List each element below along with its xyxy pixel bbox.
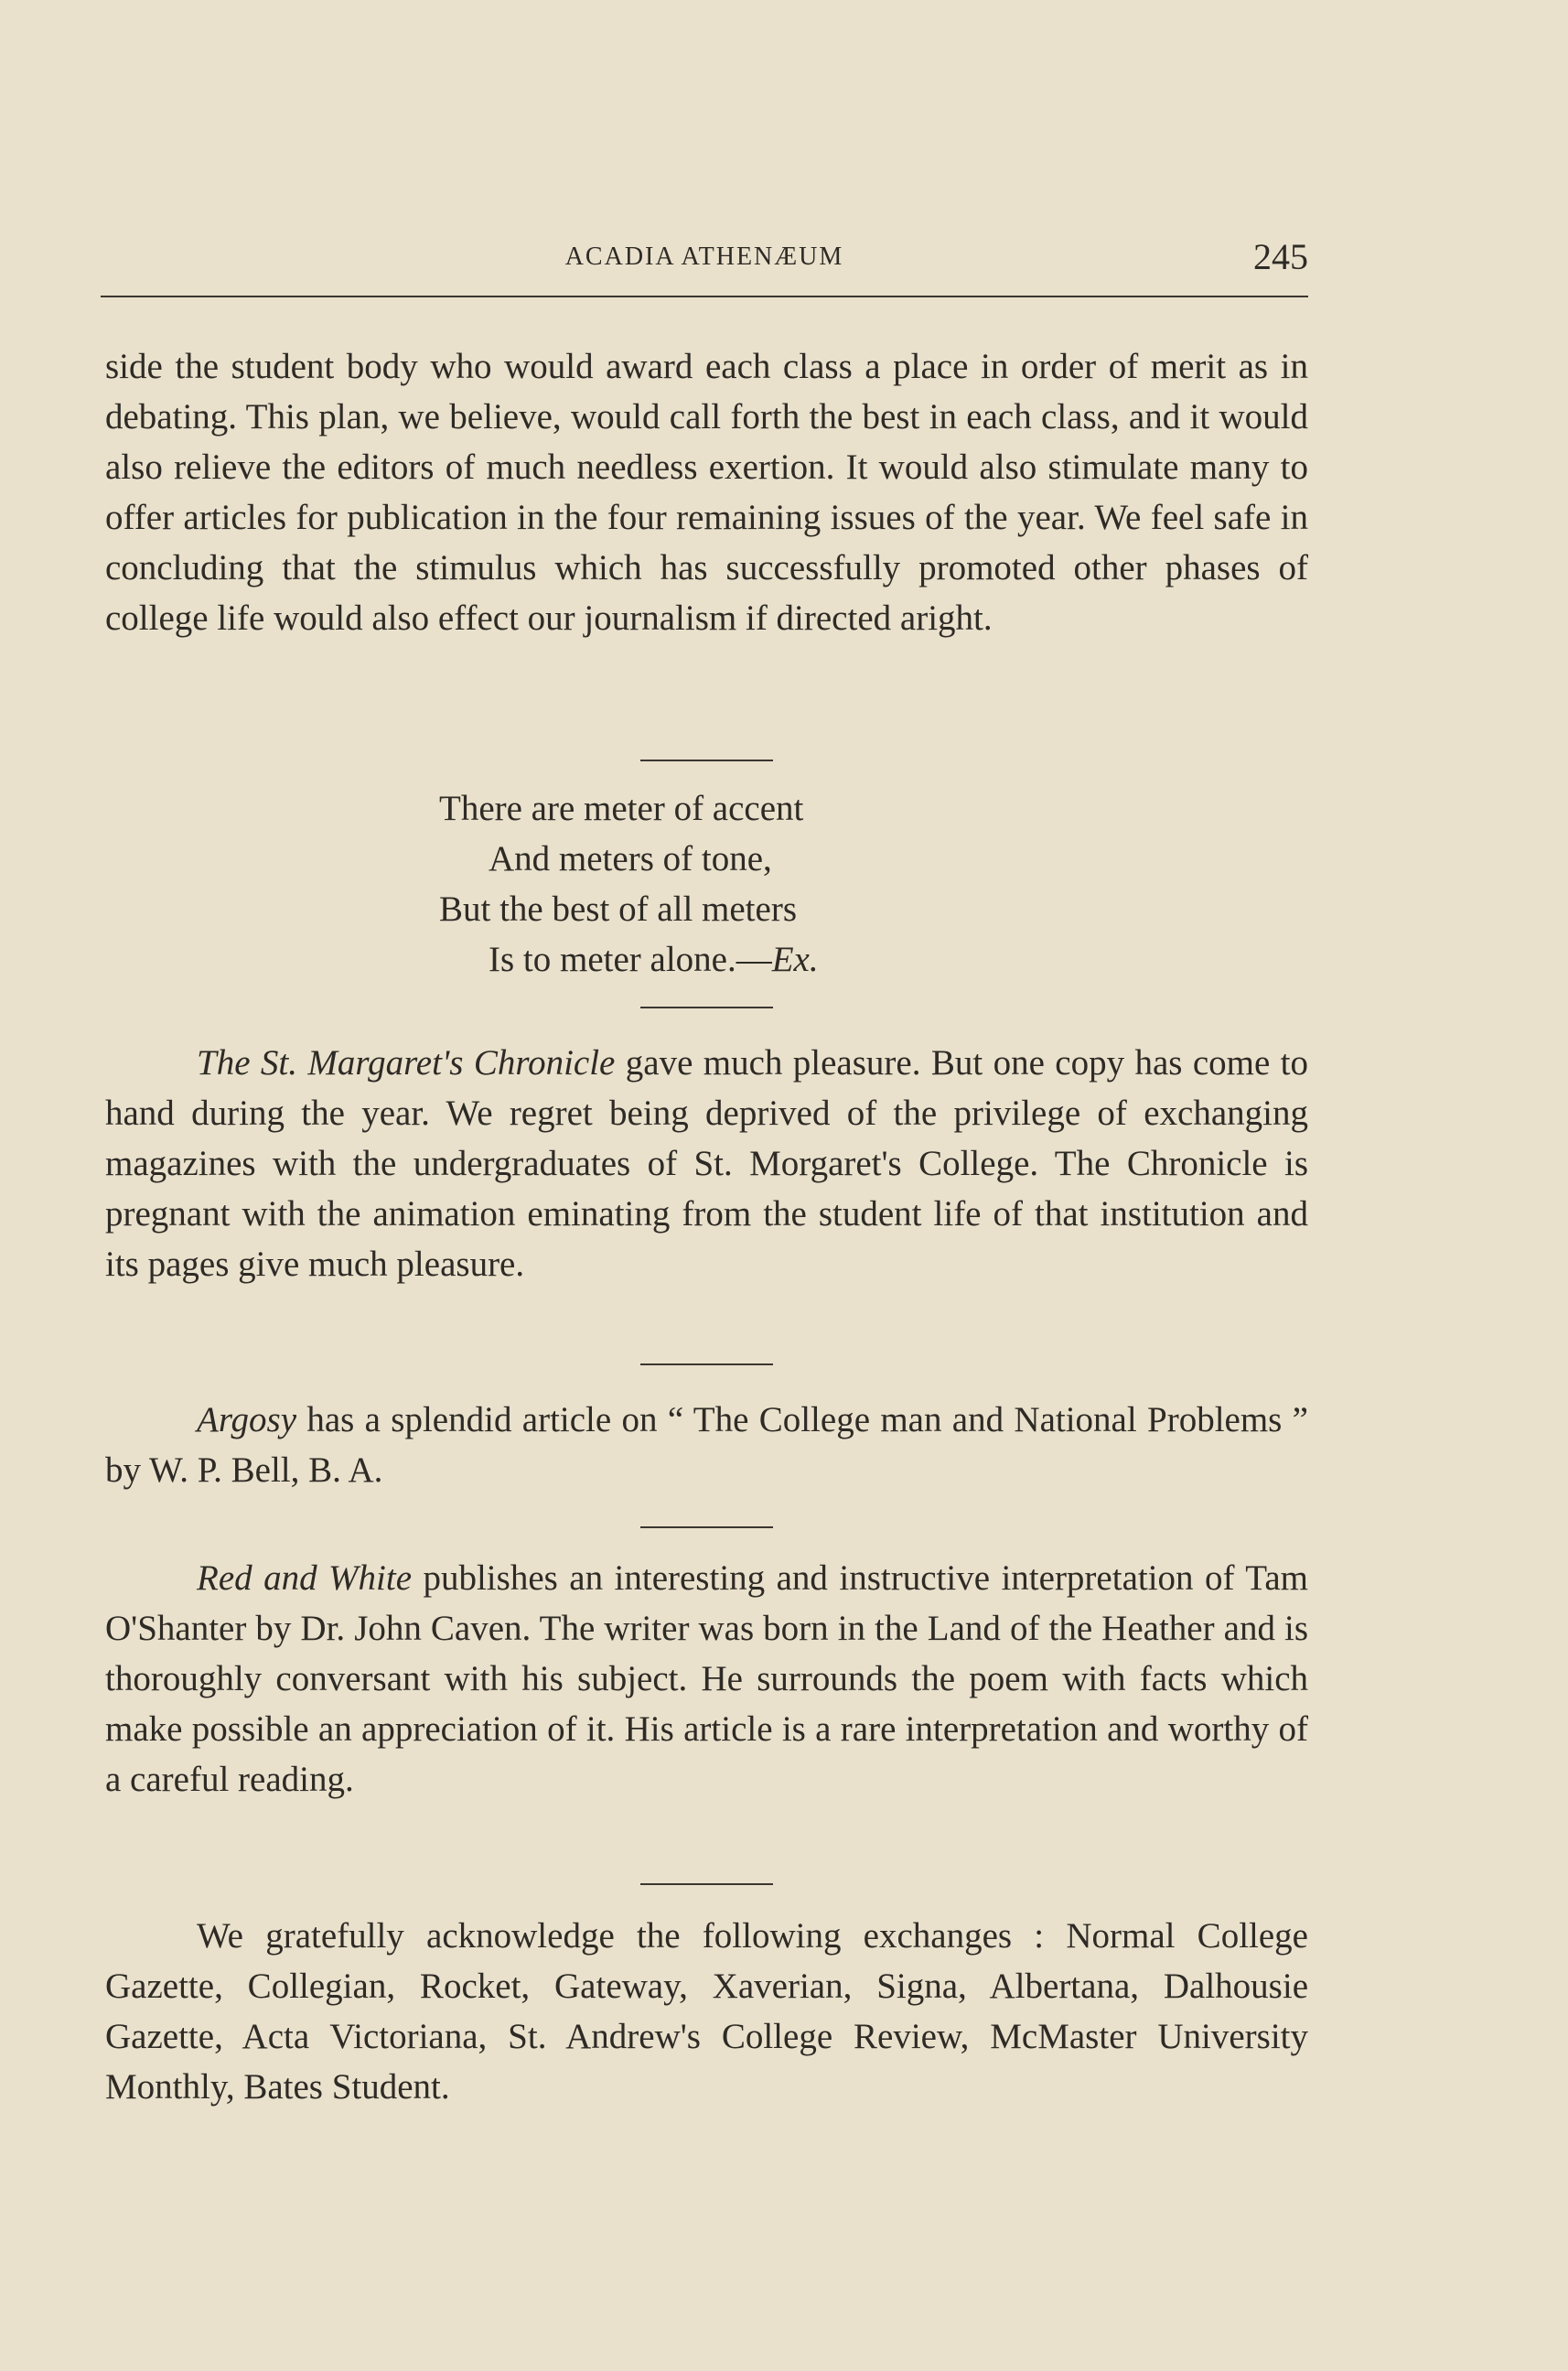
paragraph-exchanges: We gratefully acknowledge the following exchanges : Normal College Gazette, Collegian, Rocket, Gateway, Xaverian, Signa, Albertana, Dalhousie Gazette, Acta Victoriana, St. Andrew's College Review, McMaster University Monthly, Bates Student. [105, 1916, 1308, 2107]
poem-excerpt [439, 783, 1079, 985]
paragraph-red-and-white [105, 1553, 1308, 1805]
poem-source: Ex. [771, 940, 819, 979]
page-number: 245 [1253, 236, 1308, 277]
paragraph-text: publishes an interesting and instructive interpretation of Tam O'Shanter by Dr. John Caven. The writer was born in the Land of the Heather and is thoroughly conversant with his subject. He surrounds the poem with facts which make possible an appreciation of it. His article is a rare interpretation and worthy of a careful reading. [105, 1558, 1308, 1799]
section-separator [640, 760, 773, 761]
page-header [101, 233, 1308, 288]
poem-line [439, 934, 1079, 985]
running-title: ACADIA ATHENÆUM [564, 242, 844, 271]
poem-line: There are meter of accent [439, 789, 804, 828]
paragraph-text: has a splendid article on “ The College man and National Problems ” by W. P. Bell, B. A. [105, 1400, 1308, 1490]
poem-line-text: Is to meter alone.— [489, 940, 772, 979]
poem-line: But the best of all meters [439, 889, 797, 929]
section-separator [640, 1526, 773, 1528]
publication-title: Red and White [197, 1558, 413, 1598]
paragraph-argosy [105, 1395, 1308, 1495]
section-separator [640, 1883, 773, 1885]
header-rule [101, 296, 1308, 297]
paragraph-continuation: side the student body who would award each class a place in order of merit as in debating. This plan, we believe, would call forth the best in each class, and it would also relieve the editors of much needless exertion. It would also stimulate many to offer articles for publication in the four remaining issues of the year. We feel safe in concluding that the stimulus which has successfully promoted other phases of college life would also effect our journalism if directed aright. [105, 347, 1308, 638]
publication-title: Argosy [197, 1400, 297, 1439]
publication-title: The St. Margaret's Chronicle [197, 1043, 616, 1083]
paragraph-st-margarets [105, 1038, 1308, 1289]
paragraph-text: gave much pleasure. But one copy has come to hand during the year. We regret being deprived of the privilege of exchanging magazines with the undergraduates of St. Morgaret's College. The Chronicle is pregnant with the animation eminating from the student life of that institution and its pages give much pleasure. [105, 1043, 1308, 1284]
poem-line: And meters of tone, [489, 839, 772, 878]
section-separator [640, 1007, 773, 1008]
section-separator [640, 1363, 773, 1365]
